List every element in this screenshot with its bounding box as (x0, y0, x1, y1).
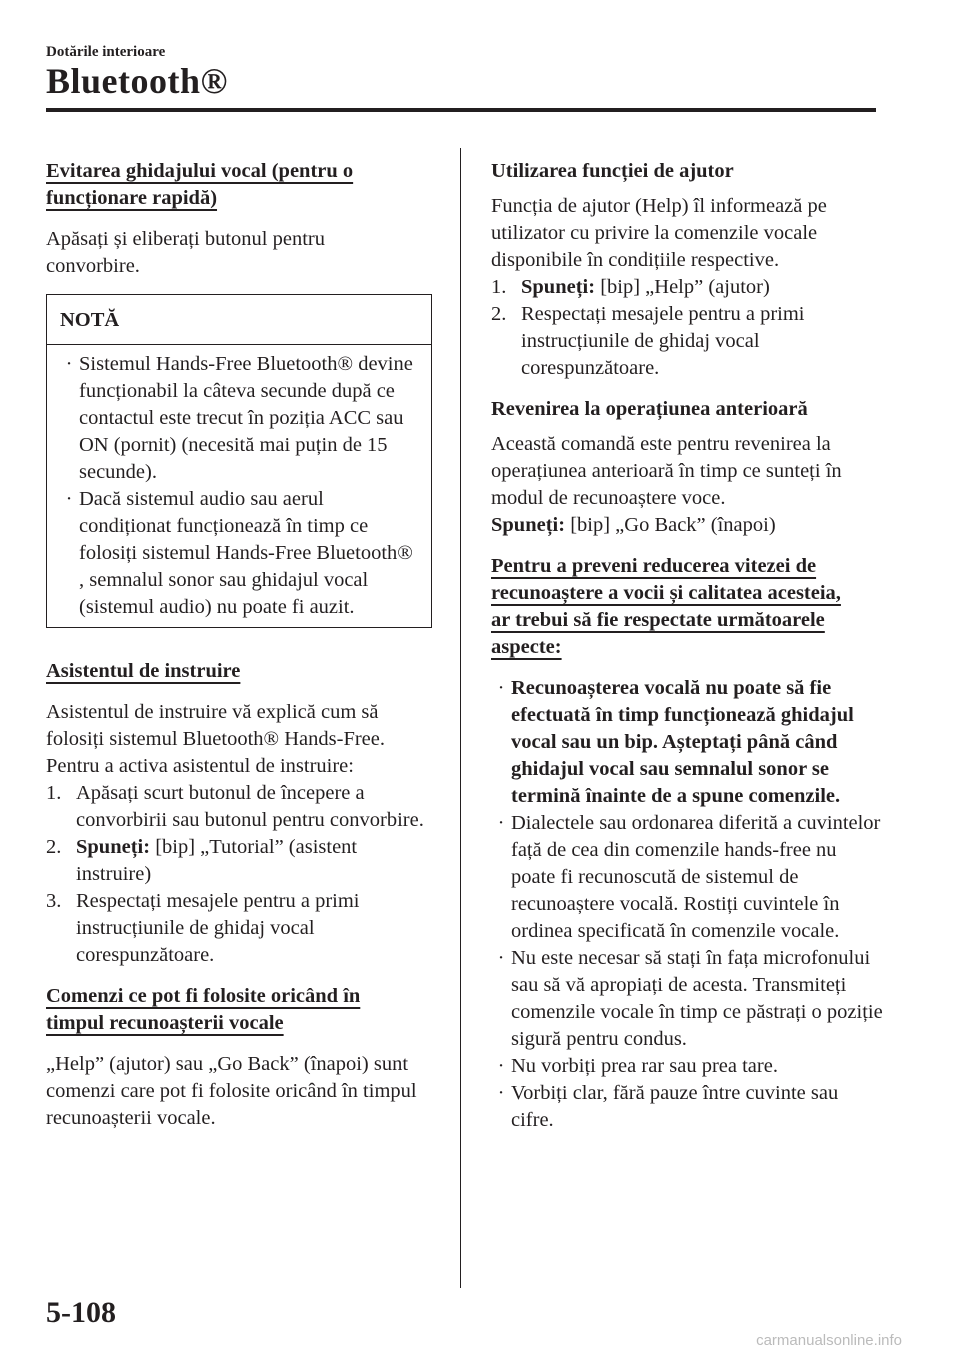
column-divider (460, 148, 461, 1288)
avoid-guidance-text: Apăsați și eliberați butonul pentru convorbire. (46, 228, 325, 277)
help-steps (491, 274, 883, 382)
tutorial-text: Asistentul de instruire vă explică cum să folosiți sistemul Bluetooth® Hands-Free. (46, 701, 385, 750)
tip-item: · Dialectele sau ordonarea diferită a cuvintelor față de cea din comenzile hands-free nu poate fi recunoscută de sistemul de recunoaștere vocală. Rostiți cuvintele în ordinea specificată în comenzile vocale. (491, 810, 883, 945)
step-item: 2. Spuneți: [bip] „Tutorial” (asistent instruire) (46, 836, 358, 885)
title-rule (46, 108, 876, 112)
note-item: · Dacă sistemul audio sau aerul condiționat funcționează în timp ce folosiți sistemul Hands-Free Bluetooth® , semnalul sonor sau ghidajul vocal (sistemul audio) nu poate fi auzit. (59, 486, 421, 621)
watermark[interactable]: carmanualsonline.info (756, 1332, 902, 1349)
heading-commands-anytime: Comenzi ce pot fi folosite oricând în timpul recunoașterii vocale (46, 985, 361, 1034)
bullet-icon: · (497, 812, 505, 834)
bullet-icon: · (497, 677, 505, 699)
tutorial-steps (46, 780, 432, 969)
page-number: 5-108 (46, 1296, 116, 1329)
tip-item: · Vorbiți clar, fără pauze între cuvinte sau cifre. (491, 1080, 883, 1134)
step-item: 3. Respectați mesajele pentru a primi instrucțiunile de ghidaj vocal corespunzătoare. (46, 890, 360, 966)
tip-item: · Nu vorbiți prea rar sau prea tare. (491, 1053, 883, 1080)
bullet-icon: · (497, 1082, 505, 1104)
commands-anytime-text: „Help” (ajutor) sau „Go Back” (înapoi) sunt comenzi care pot fi folosite oricând în timpul recunoașterii vocale. (46, 1053, 417, 1129)
help-function-text: Funcția de ajutor (Help) îl informează pe utilizator cu privire la comenzile vocale disponibile în condițiile respective. (491, 195, 827, 271)
bullet-icon: · (497, 1055, 505, 1077)
heading-recognition-tips: Pentru a preveni reducerea vitezei de recunoaștere a vocii și calitatea acesteia, ar trebui să fie respectate următoarele aspecte: (491, 555, 841, 658)
left-column (46, 158, 432, 1132)
go-back-text: Această comandă este pentru revenirea la operațiunea anterioară în timp ce sunteți în modul de recunoaștere voce. (491, 433, 842, 509)
heading-go-back: Revenirea la operațiunea anterioară (491, 398, 808, 420)
heading-help-function: Utilizarea funcției de ajutor (491, 160, 734, 182)
page-title: Bluetooth® (46, 61, 228, 101)
go-back-say: Spuneți: [bip] „Go Back” (înapoi) (491, 514, 776, 536)
step-item: 1. Apăsați scurt butonul de începere a convorbirii sau butonul pentru convorbire. (46, 782, 424, 831)
tip-item-bold: · Recunoașterea vocală nu poate să fie efectuată în timp funcționează ghidajul vocal sau un bip. Așteptați până când ghidajul vocal sau semnalul sonor se termină înainte de a spune comenzile. (491, 675, 883, 810)
note-title: NOTĂ (47, 295, 431, 345)
tutorial-text-activate: Pentru a activa asistentul de instruire: (46, 755, 354, 777)
bullet-icon: · (65, 353, 73, 375)
tip-item: · Nu este necesar să stați în fața microfonului sau să vă apropiați de acesta. Transmiteți comenzile vocale în timp ce păstrați o poziție sigură pentru condus. (491, 945, 883, 1053)
note-body (47, 345, 431, 627)
section-label: Dotările interioare (46, 44, 166, 60)
note-box (46, 294, 432, 628)
step-item: 2. Respectați mesajele pentru a primi instrucțiunile de ghidaj vocal corespunzătoare. (491, 303, 805, 379)
bullet-icon: · (497, 947, 505, 969)
note-item: · Sistemul Hands-Free Bluetooth® devine funcționabil la câteva secunde după ce contactul este trecut în poziția ACC sau ON (pornit) (necesită mai puțin de 15 secunde). (59, 351, 421, 486)
heading-avoid-voice-guidance: Evitarea ghidajului vocal (pentru o funcționare rapidă) (46, 160, 354, 209)
right-column (491, 158, 883, 1134)
heading-tutorial: Asistentul de instruire (46, 660, 241, 682)
bullet-icon: · (65, 488, 73, 510)
step-item: 1. Spuneți: [bip] „Help” (ajutor) (491, 276, 770, 298)
